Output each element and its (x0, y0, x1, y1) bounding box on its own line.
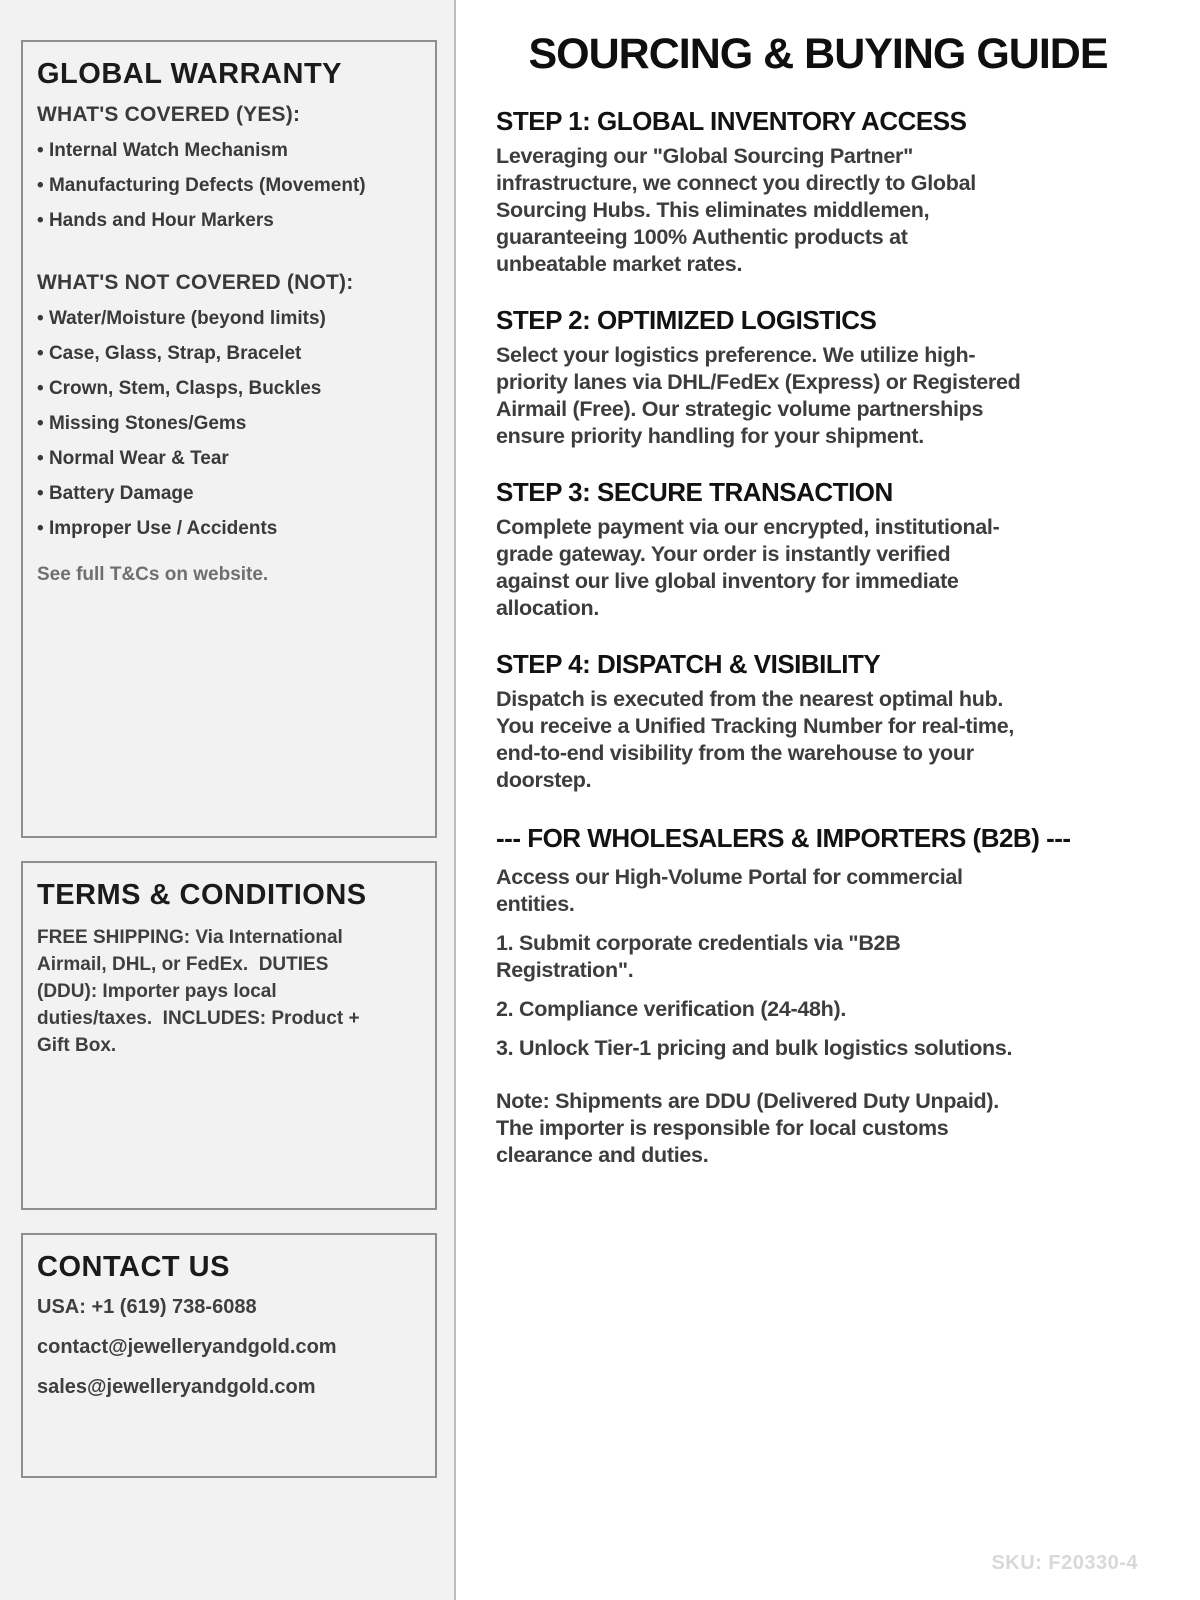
list-item: • Battery Damage (37, 484, 421, 504)
contact-panel (21, 1233, 437, 1478)
covered-heading: WHAT'S COVERED (YES): (37, 102, 301, 126)
step-3-body: Complete payment via our encrypted, institutional-grade gateway. Your order is instantly verified against our live global inventory for immediate allocation. (496, 515, 1000, 621)
not-covered-list (37, 309, 421, 539)
list-item: • Internal Watch Mechanism (37, 141, 421, 161)
step-1-section (496, 107, 1140, 278)
step-1-body: Leveraging our "Global Sourcing Partner" infrastructure, we connect you directly to Global Sourcing Hubs. This eliminates middlemen, guaranteeing 100% Authentic products at unbeatable market rates. (496, 144, 976, 277)
terms-body: FREE SHIPPING: Via International Airmail, DHL, or FedEx. DUTIES (DDU): Importer pays local duties/taxes. INCLUDES: Product + Gift Box. (37, 926, 365, 1056)
b2b-section (496, 824, 1140, 1169)
step-1-heading: STEP 1: GLOBAL INVENTORY ACCESS (496, 106, 967, 137)
page-title: SOURCING & BUYING GUIDE (528, 30, 1108, 78)
warranty-panel (21, 40, 437, 838)
list-item: • Case, Glass, Strap, Bracelet (37, 344, 421, 364)
list-item: • Manufacturing Defects (Movement) (37, 176, 421, 196)
step-4-section (496, 650, 1140, 794)
step-4-body: Dispatch is executed from the nearest optimal hub. You receive a Unified Tracking Number for real-time, end-to-end visibility from the warehouse to your doorstep. (496, 687, 1015, 792)
b2b-item-2: 2. Compliance verification (24-48h). (496, 996, 847, 1021)
step-3-section (496, 478, 1140, 622)
warranty-footnote: See full T&Cs on website. (37, 563, 269, 585)
step-2-body: Select your logistics preference. We utilize high-priority lanes via DHL/FedEx (Express) or Registered Airmail (Free). Our strategic volume partnerships ensure priority handling for your shipment. (496, 343, 1021, 449)
b2b-intro: Access our High-Volume Portal for commercial entities. (496, 864, 963, 916)
sku-label: SKU: F20330-4 (991, 1552, 1138, 1574)
step-2-section (496, 306, 1140, 450)
b2b-heading: --- FOR WHOLESALERS & IMPORTERS (B2B) --- (496, 823, 1071, 853)
contact-email: contact@jewelleryandgold.com (37, 1335, 337, 1358)
b2b-note: Note: Shipments are DDU (Delivered Duty Unpaid). The importer is responsible for local customs clearance and duties. (496, 1088, 999, 1167)
covered-list (37, 141, 421, 231)
terms-panel (21, 861, 437, 1210)
step-4-heading: STEP 4: DISPATCH & VISIBILITY (496, 649, 881, 680)
sales-email: sales@jewelleryandgold.com (37, 1375, 316, 1398)
not-covered-heading: WHAT'S NOT COVERED (NOT): (37, 270, 354, 294)
b2b-item-1: 1. Submit corporate credentials via "B2B Registration". (496, 930, 901, 982)
contact-phone: USA: +1 (619) 738-6088 (37, 1295, 257, 1318)
b2b-item-3: 3. Unlock Tier-1 pricing and bulk logistics solutions. (496, 1035, 1013, 1060)
list-item: • Water/Moisture (beyond limits) (37, 309, 421, 329)
contact-title: CONTACT US (37, 1251, 230, 1283)
list-item: • Hands and Hour Markers (37, 211, 421, 231)
list-item: • Normal Wear & Tear (37, 449, 421, 469)
terms-title: TERMS & CONDITIONS (37, 879, 367, 911)
step-3-heading: STEP 3: SECURE TRANSACTION (496, 477, 893, 508)
list-item: • Improper Use / Accidents (37, 519, 421, 539)
sidebar (0, 0, 456, 1600)
step-2-heading: STEP 2: OPTIMIZED LOGISTICS (496, 305, 877, 336)
list-item: • Crown, Stem, Clasps, Buckles (37, 379, 421, 399)
warranty-title: GLOBAL WARRANTY (37, 58, 343, 90)
main-content (458, 0, 1200, 1600)
list-item: • Missing Stones/Gems (37, 414, 421, 434)
